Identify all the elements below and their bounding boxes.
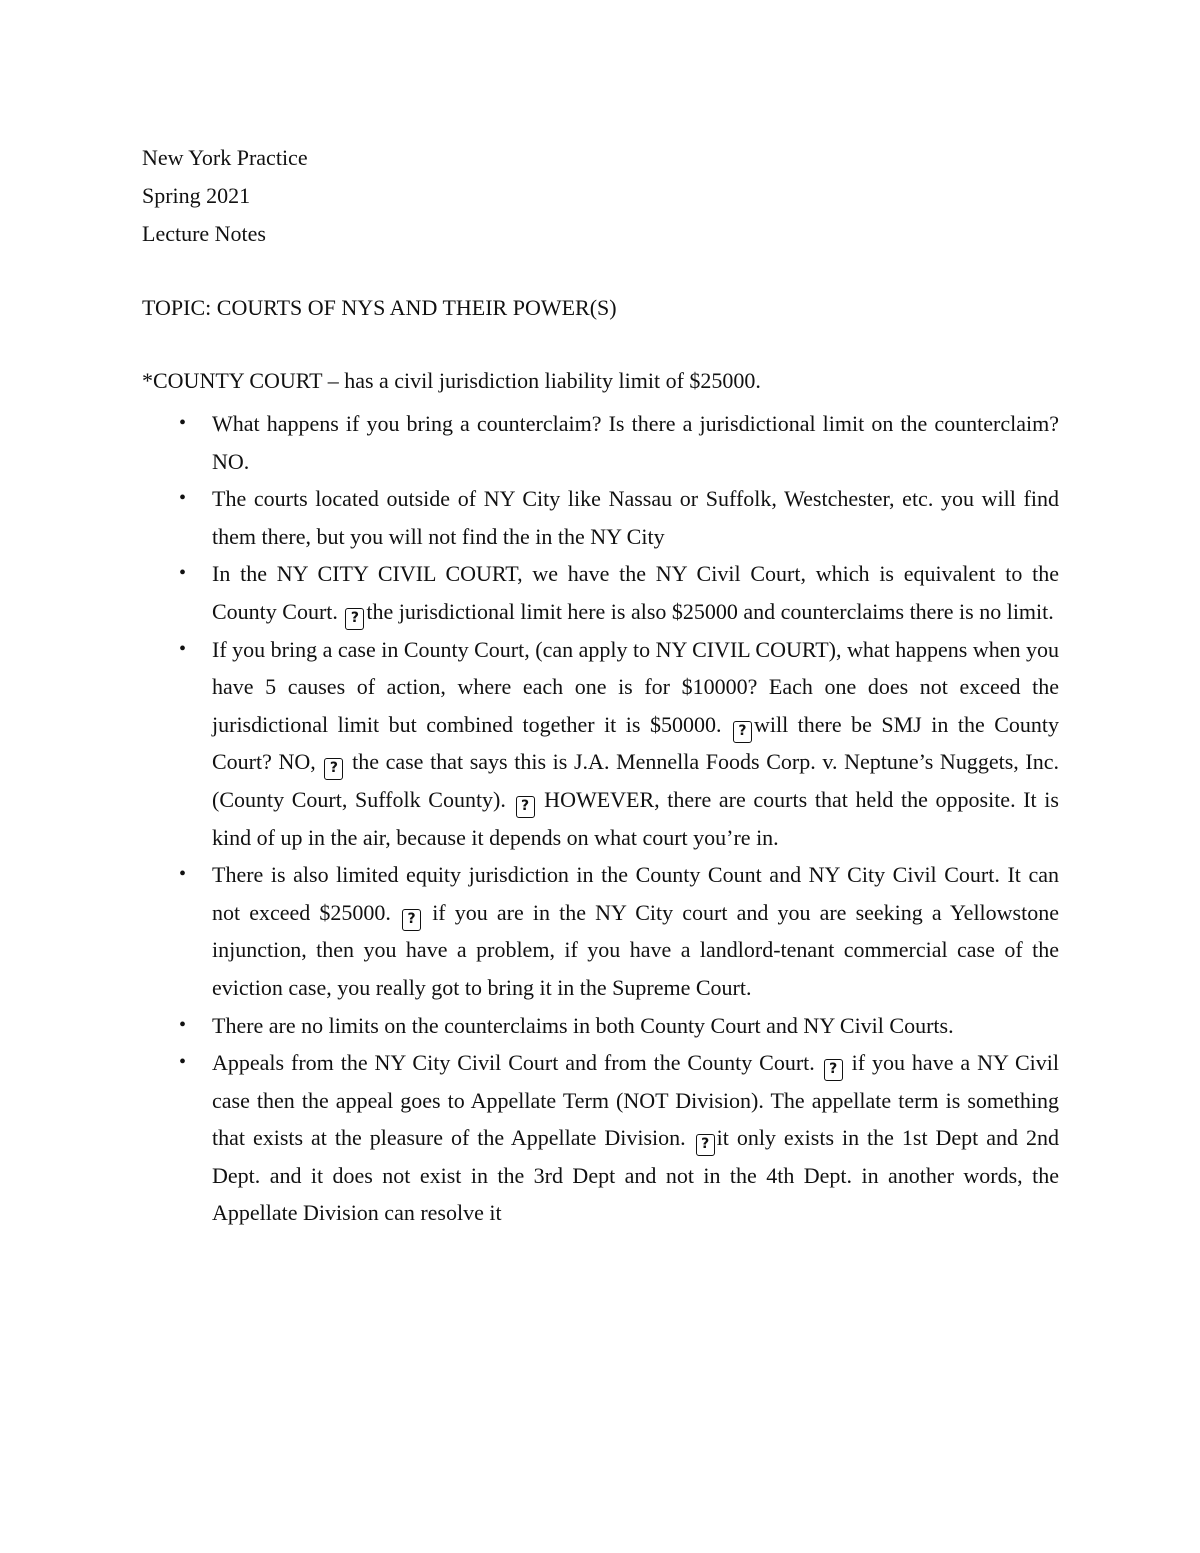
term-label: Spring 2021: [142, 183, 251, 208]
bullet-item: [179, 480, 1059, 555]
bullet-icon: •: [179, 562, 187, 585]
bullet-text-segment: The courts located outside of NY City like Nassau or Suffolk, Westchester, etc. you will find them there, but you will not find the in the NY City: [212, 486, 1059, 549]
bullet-text-segment: There is also limited equity jurisdiction in the County Count and NY City Civil Court. It can not exceed $25000.: [212, 862, 1059, 925]
bullet-text-segment: if you have a NY Civil case then the appeal goes to Appellate Term (NOT Division). The appellate term is something that exists at the pleasure of the Appellate Division.: [212, 1050, 1059, 1151]
bullet-icon: •: [179, 412, 187, 434]
topic-heading: TOPIC: COURTS OF NYS AND THEIR POWER(S): [142, 295, 617, 320]
bullet-icon: •: [179, 863, 187, 886]
bullet-item: [179, 1044, 1059, 1232]
bullet-text: [212, 480, 1059, 555]
bullet-item: [179, 1007, 1059, 1045]
bullet-text-segment: HOWEVER, there are courts that held the opposite. It is kind of up in the air, because it depends on what court you’re in.: [212, 786, 1059, 850]
bullet-item: [179, 555, 1059, 630]
bullet-text-segment: There are no limits on the counterclaims in both County Court and NY Civil Courts.: [212, 1012, 954, 1038]
bullet-text-segment: What happens if you bring a counterclaim? Is there a jurisdictional limit on the counterclaim? NO.: [212, 411, 1059, 474]
bullet-text-segment: If you bring a case in County Court, (can apply to NY CIVIL COURT), what happens when you have 5 causes of action, where each one is for $10000? Each one does not exceed the jurisdictional limit but combined together it is $50000.: [212, 636, 1059, 737]
bullet-text: [212, 856, 1059, 1006]
bullet-text-segment: if you are in the NY City court and you are seeking a Yellowstone injunction, then you have a problem, if you have a landlord-tenant commercial case of the eviction case, you really got to bring it in the Supreme Court.: [212, 899, 1059, 1000]
bullet-text-segment: the case that says this is J.A. Mennella Foods Corp. v. Neptune’s Nuggets, Inc. (County Court, Suffolk County).: [212, 749, 1059, 812]
course-title: New York Practice: [142, 145, 308, 170]
bullet-text-segment: will there be SMJ in the County Court? NO,: [212, 711, 1060, 775]
bullet-text-segment: the jurisdictional limit here is also $25000 and counterclaims there is no limit.: [366, 598, 1054, 624]
bullet-text: [212, 1007, 1059, 1045]
missing-glyph-icon: ?: [696, 1134, 715, 1156]
bullet-text-segment: it only exists in the 1st Dept and 2nd Dept. and it does not exist in the 3rd Dept and not in the 4th Dept. in another words, the Appellate Division can resolve it: [212, 1125, 1059, 1226]
bullet-text-segment: Appeals from the NY City Civil Court and from the County Court.: [212, 1050, 822, 1076]
bullet-item: [179, 405, 1059, 480]
document-type-label: Lecture Notes: [142, 221, 266, 246]
section-intro-county-court: *COUNTY COURT – has a civil jurisdiction liability limit of $25000.: [142, 368, 761, 393]
bullet-icon: •: [179, 1051, 187, 1074]
missing-glyph-icon: ?: [733, 721, 752, 743]
bullet-icon: •: [179, 637, 187, 660]
bullet-text: [212, 555, 1059, 630]
bullet-text: [212, 405, 1059, 480]
bullet-item: [179, 631, 1060, 857]
missing-glyph-icon: ?: [402, 909, 421, 931]
missing-glyph-icon: ?: [516, 796, 535, 818]
bullet-text: [212, 1044, 1059, 1232]
bullet-item: [179, 856, 1059, 1006]
bullet-text-segment: In the NY CITY CIVIL COURT, we have the NY Civil Court, which is equivalent to the County Court.: [212, 561, 1059, 624]
missing-glyph-icon: ?: [324, 758, 343, 780]
bullet-icon: •: [179, 487, 187, 510]
bullet-list: [179, 405, 1060, 1232]
bullet-icon: •: [179, 1013, 187, 1036]
missing-glyph-icon: ?: [345, 608, 364, 630]
bullet-text: [212, 631, 1059, 857]
missing-glyph-icon: ?: [824, 1059, 843, 1081]
